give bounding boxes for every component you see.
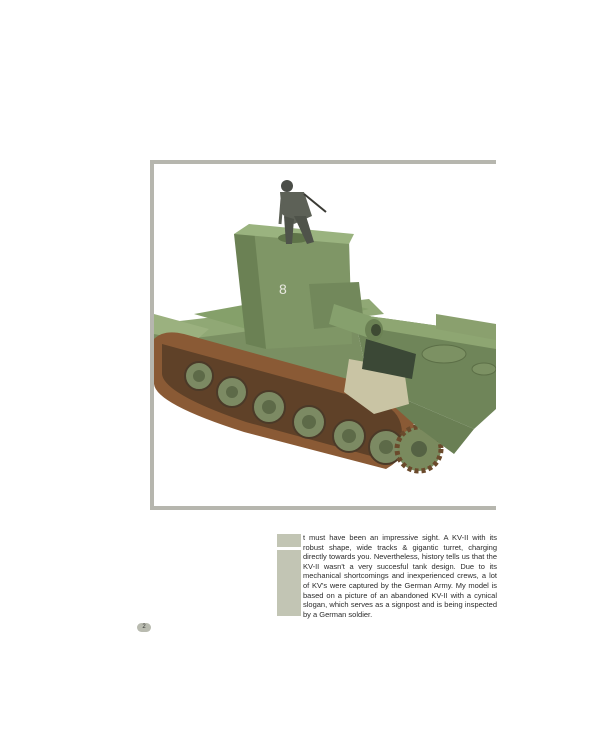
turret-marking: 8 — [279, 281, 287, 297]
tank-photo — [150, 160, 496, 510]
drop-cap-block — [277, 534, 301, 547]
tank-model-illustration — [154, 164, 496, 506]
page-number: 2 — [137, 623, 151, 632]
drop-cap-accent-bar — [277, 550, 301, 616]
article-paragraph: t must have been an impressive sight. A KV-II with its robust shape, wide tracks & gigantic turret, charging directly towards you. Nevertheless, history tells us that the KV-II wasn't a very succesful tank design. Due to its mechanical shortcomings and inexperienced crews, a lot of KV's were captured by the German Army. My model is based on a picture of an abandoned KV-II with a cynical slogan, which serves as a signpost and is being inspected by a German soldier. — [303, 533, 497, 619]
